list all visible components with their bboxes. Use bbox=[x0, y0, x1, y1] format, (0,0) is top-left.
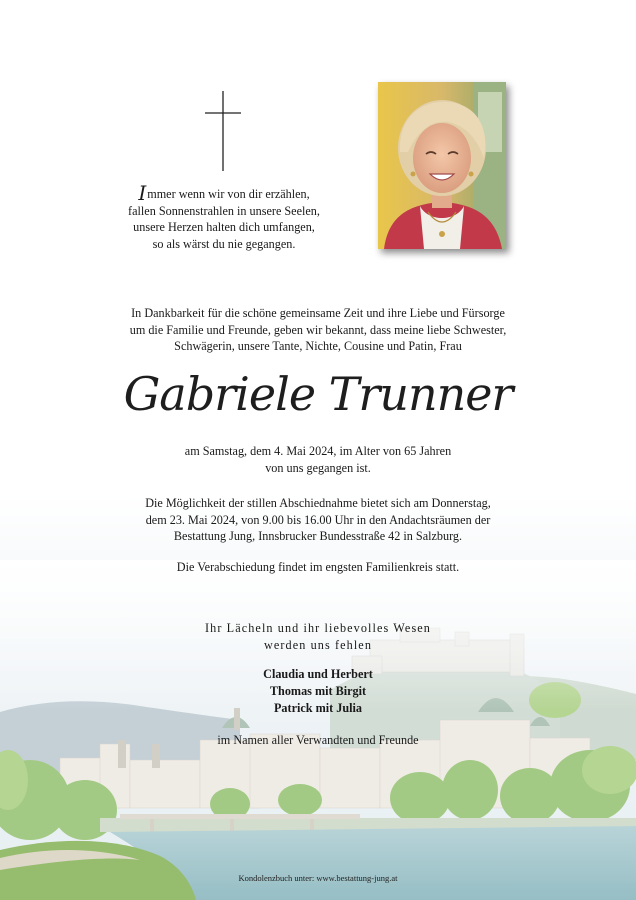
family-signatures bbox=[168, 666, 468, 717]
poem-initial: I bbox=[138, 181, 147, 205]
intro-line: Schwägerin, unsere Tante, Nichte, Cousine und Patin, Frau bbox=[174, 339, 462, 353]
viewing-line: Die Möglichkeit der stillen Abschiednahme bietet sich am Donnerstag, bbox=[145, 496, 491, 510]
poem-line bbox=[112, 181, 336, 205]
relatives-note: im Namen aller Verwandten und Freunde bbox=[217, 733, 419, 747]
memorial-poem bbox=[112, 181, 336, 252]
farewell-message bbox=[118, 620, 518, 653]
poem-line-text: mmer wenn wir von dir erzählen, bbox=[147, 187, 310, 201]
deceased-name: Gabriele Trunner bbox=[123, 367, 513, 421]
private-service-note bbox=[68, 559, 568, 576]
portrait-photo bbox=[378, 82, 506, 249]
latin-cross-icon bbox=[203, 91, 243, 171]
family-member: Claudia und Herbert bbox=[263, 667, 373, 681]
poem-line: unsere Herzen halten dich umfangen, bbox=[133, 220, 315, 234]
family-member: Patrick mit Julia bbox=[273, 701, 362, 715]
death-notice-line: am Samstag, dem 4. Mai 2024, im Alter von 65 Jahren bbox=[184, 444, 452, 458]
family-member: Thomas mit Birgit bbox=[269, 684, 367, 698]
announcement-intro bbox=[68, 305, 568, 355]
farewell-line: Ihr Lächeln und ihr liebevolles Wesen bbox=[205, 621, 431, 635]
private-service-line: Die Verabschiedung findet im engsten Familienkreis statt. bbox=[176, 560, 460, 574]
viewing-information bbox=[68, 495, 568, 545]
viewing-line: Bestattung Jung, Innsbrucker Bundesstraße 42 in Salzburg. bbox=[173, 529, 463, 543]
intro-line: um die Familie und Freunde, geben wir bekannt, dass meine liebe Schwester, bbox=[129, 322, 507, 337]
viewing-line: dem 23. Mai 2024, von 9.00 bis 16.00 Uhr in den Andachtsräumen der bbox=[145, 512, 491, 527]
condolence-book-link[interactable]: Kondolenzbuch unter: www.bestattung-jung.at bbox=[238, 873, 398, 883]
farewell-line: werden uns fehlen bbox=[263, 637, 373, 652]
poem-line: fallen Sonnenstrahlen in unsere Seelen, bbox=[128, 203, 320, 218]
death-notice-line: von uns gegangen ist. bbox=[265, 460, 371, 475]
poem-line: so als wärst du nie gegangen. bbox=[152, 236, 296, 251]
intro-line: In Dankbarkeit für die schöne gemeinsame Zeit und ihre Liebe und Fürsorge bbox=[131, 306, 505, 320]
death-notice bbox=[68, 443, 568, 476]
